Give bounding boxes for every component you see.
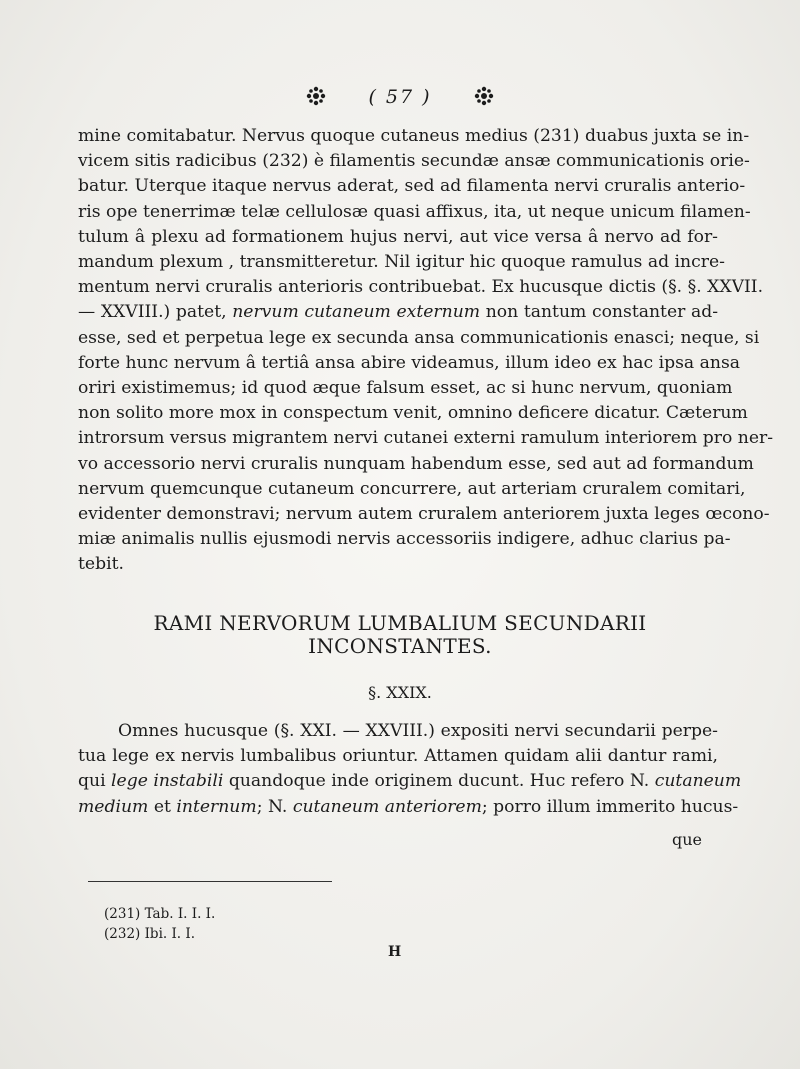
- section-heading-line: INCONSTANTES.: [308, 634, 492, 658]
- text-line: miæ animalis nullis ejusmodi nervis accessoriis indigere, adhuc clarius pa-: [78, 529, 731, 550]
- text-line: tulum â plexu ad formationem hujus nervi, aut vice versa â nervo ad for-: [78, 226, 718, 247]
- text-line: Omnes hucusque (§. XXI. — XXVIII.) expositi nervi secundarii perpe-: [118, 721, 718, 741]
- section-heading: [0, 612, 800, 658]
- italic-term: medium: [78, 796, 149, 817]
- page-number: ( 57 ): [368, 86, 432, 108]
- signature-mark: H: [388, 944, 402, 960]
- italic-term: internum: [176, 796, 257, 817]
- text-segment: et: [153, 796, 171, 817]
- section-heading-line: RAMI NERVORUM LUMBALIUM SECUNDARII: [153, 611, 647, 635]
- text-line: forte hunc nervum â tertiâ ansa abire videamus, illum ideo ex hac ipsa ansa: [78, 352, 741, 373]
- text-line: [78, 795, 739, 820]
- text-segment: ; N.: [256, 796, 288, 817]
- footnote-divider: [88, 881, 332, 882]
- footnote: (231) Tab. I. I. I.: [104, 906, 216, 922]
- text-line: mandum plexum , transmitteretur. Nil igitur hic quoque ramulus ad incre-: [78, 252, 725, 273]
- text-line: oriri existimemus; id quod æque falsum esset, ac si hunc nervum, quoniam: [78, 378, 733, 399]
- text-segment: — XXVIII.) patet,: [78, 302, 227, 323]
- footnotes: [104, 904, 215, 944]
- italic-term: nervum cutaneum externum: [232, 302, 481, 323]
- ornament-flower-icon: [474, 86, 494, 106]
- italic-term: cutaneum: [654, 771, 742, 792]
- ornament-flower-icon: [306, 86, 326, 106]
- text-line: tebit.: [78, 554, 124, 575]
- italic-term: lege instabili: [111, 771, 224, 792]
- text-line: ris ope tenerrimæ telæ cellulosæ quasi affixus, ita, ut neque unicum filamen-: [78, 201, 751, 222]
- italic-term: cutaneum anteriorem: [292, 796, 482, 817]
- text-segment: ; porro illum immerito hucus-: [481, 796, 739, 817]
- text-line: introrsum versus migrantem nervi cutanei externi ramulum interiorem pro ner-: [78, 428, 774, 449]
- text-line: vo accessorio nervi cruralis nunquam habendum esse, sed aut ad formandum: [78, 453, 754, 474]
- text-line: mentum nervi cruralis anterioris contribuebat. Ex hucusque dictis (§. §. XXVII.: [78, 277, 764, 298]
- text-line: batur. Uterque itaque nervus aderat, sed ad filamenta nervi cruralis anterio-: [78, 176, 746, 197]
- paragraph-2: [78, 719, 742, 820]
- text-segment: qui: [78, 771, 106, 792]
- text-line: mine comitabatur. Nervus quoque cutaneus medius (231) duabus juxta se in-: [78, 126, 750, 146]
- paragraph-1: [78, 124, 774, 578]
- catchword: que: [672, 830, 703, 849]
- text-line: vicem sitis radicibus (232) è filamentis secundæ ansæ communicationis orie-: [78, 151, 750, 172]
- text-line: tua lege ex nervis lumbalibus oriuntur. Attamen quidam alii dantur rami,: [78, 746, 718, 767]
- text-line: [78, 300, 718, 325]
- section-number: §. XXIX.: [368, 683, 432, 702]
- text-line: evidenter demonstravi; nervum autem cruralem anteriorem juxta leges œcono-: [78, 504, 770, 525]
- text-line: non solito more mox in conspectum venit, omnino deficere dicatur. Cæterum: [78, 403, 748, 424]
- text-line: [78, 769, 742, 794]
- text-line: nervum quemcunque cutaneum concurrere, aut arteriam cruralem comitari,: [78, 478, 746, 499]
- text-segment: quandoque inde originem ducunt. Huc refero N.: [228, 771, 650, 792]
- text-line: esse, sed et perpetua lege ex secunda ansa communicationis enasci; neque, si: [78, 327, 760, 348]
- footnote: (232) Ibi. I. I.: [104, 926, 196, 942]
- page-header: [0, 86, 800, 108]
- text-segment: non tantum constanter ad-: [485, 302, 719, 323]
